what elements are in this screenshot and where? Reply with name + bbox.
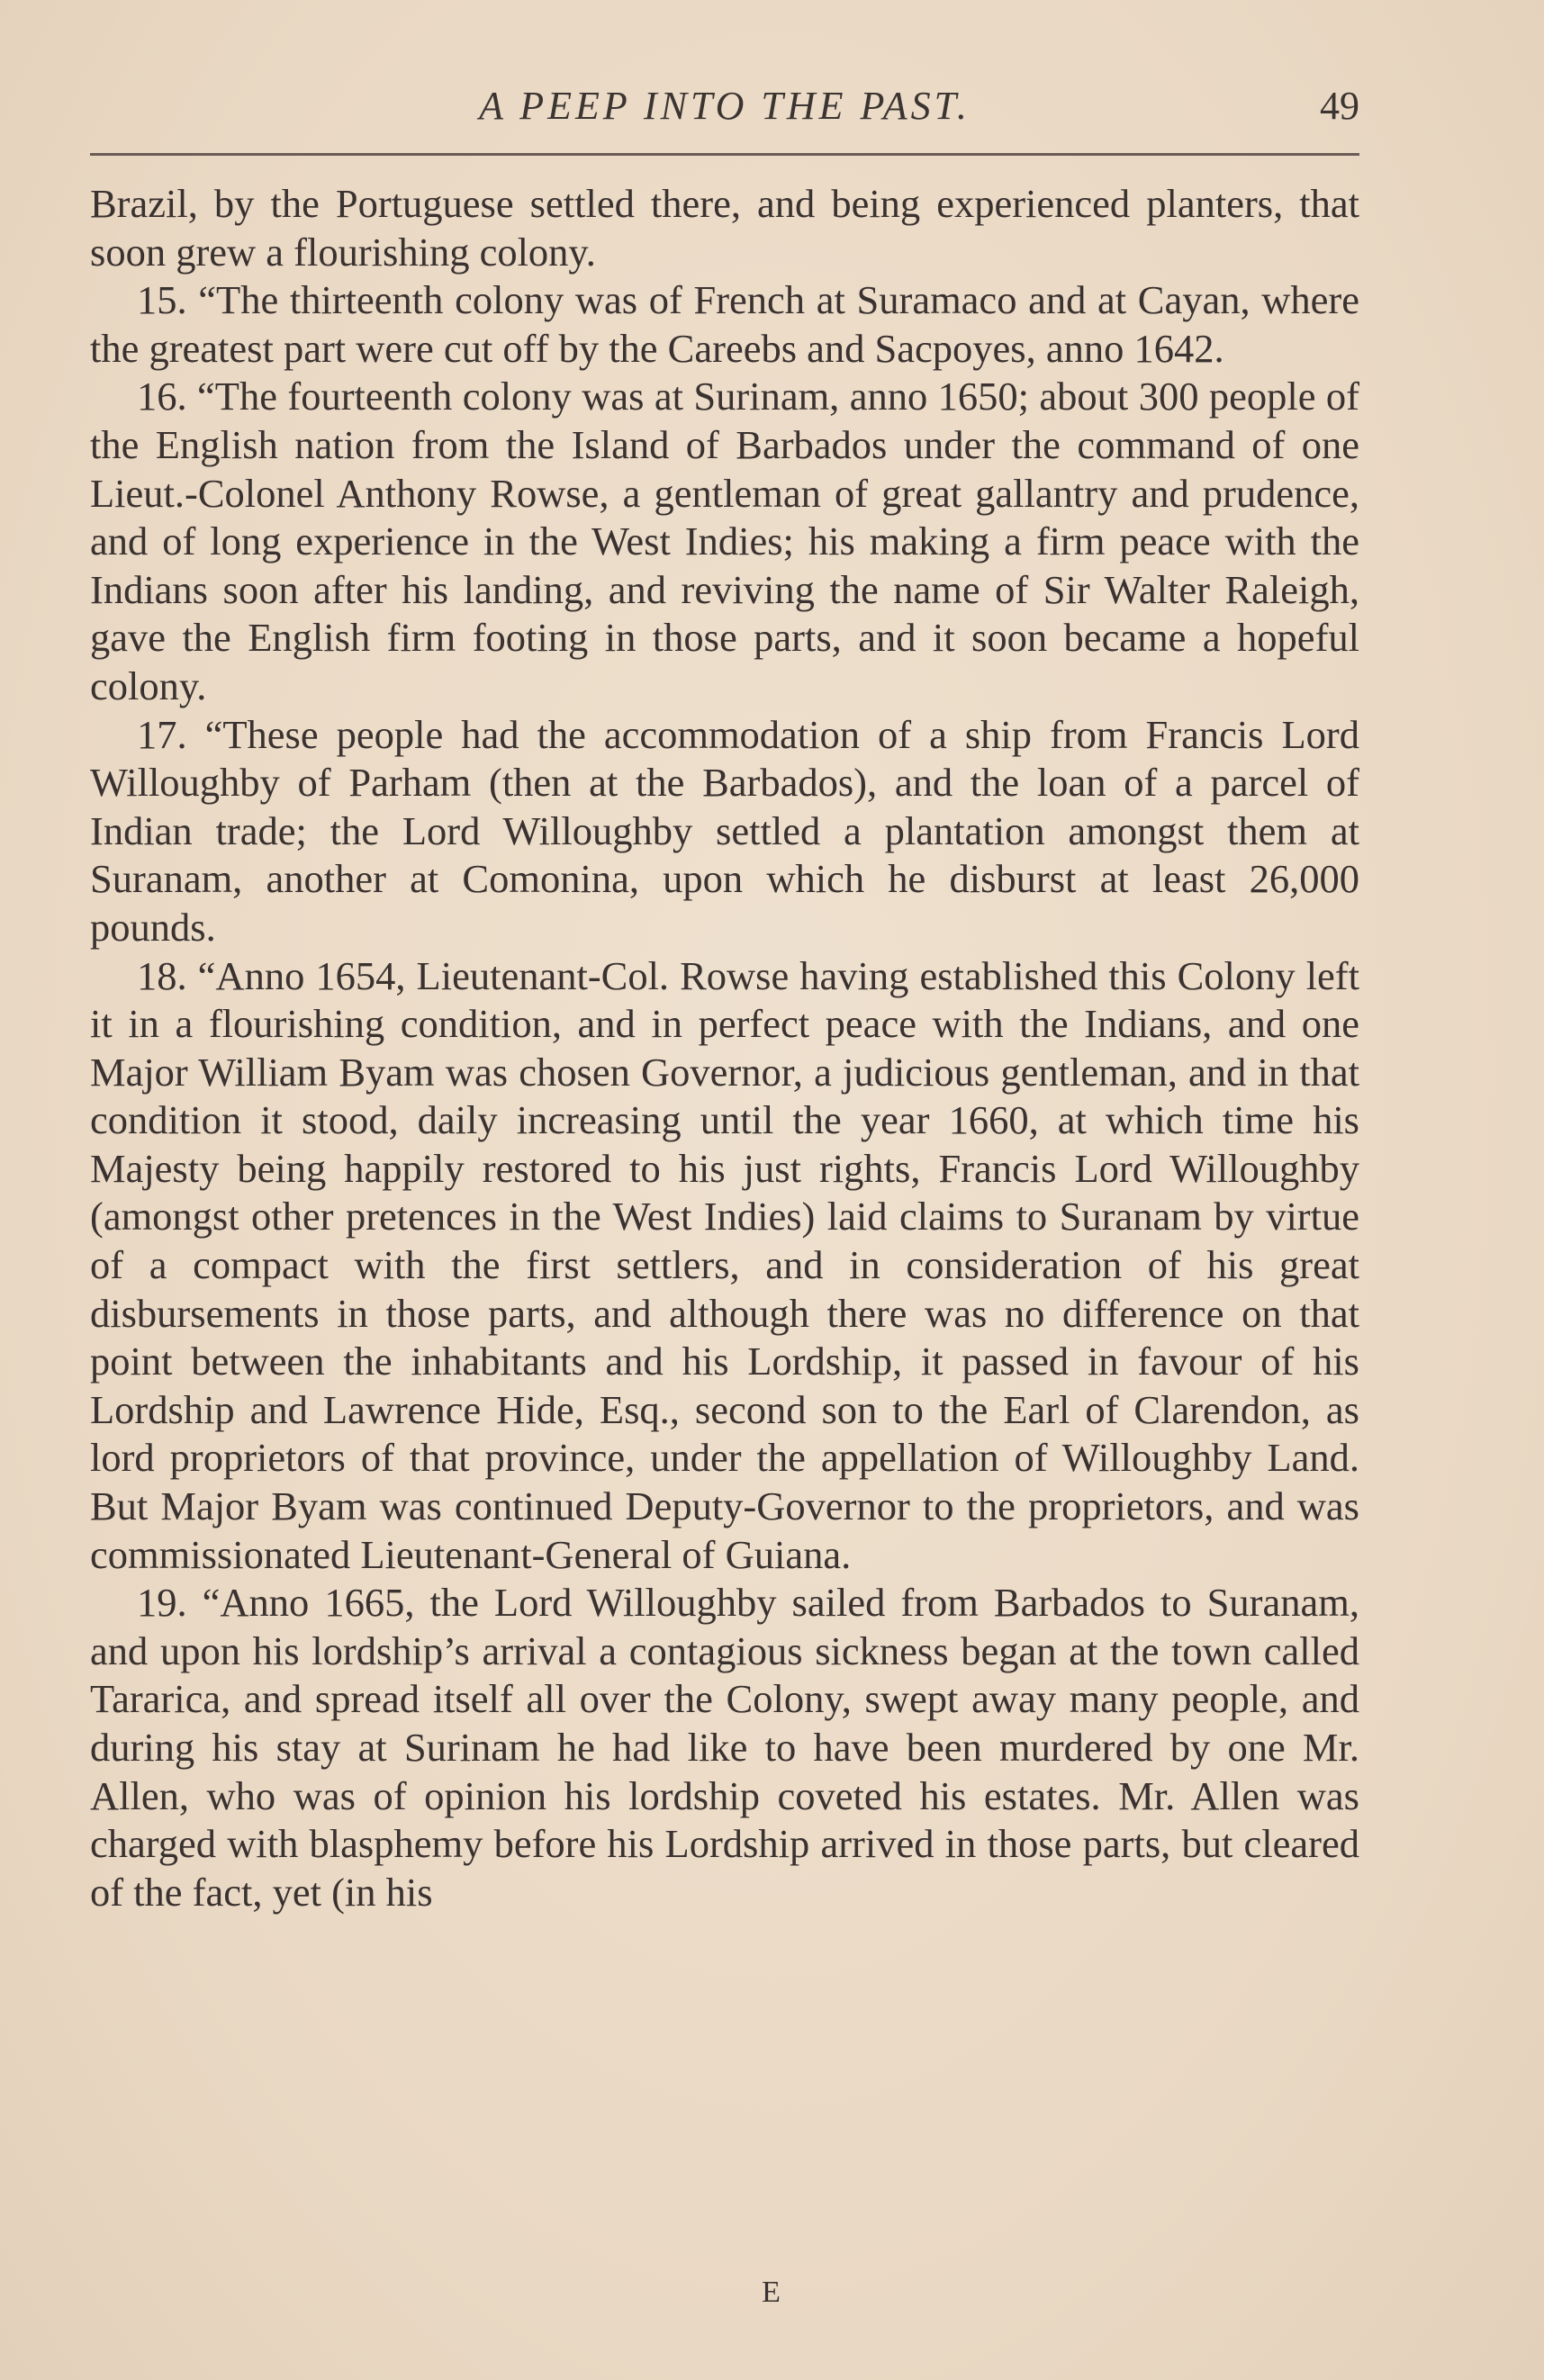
running-title: A PEEP INTO THE PAST. [479, 84, 971, 128]
paragraph-15: 15. “The thirteenth colony was of French at Suramaco and at Cayan, where the greatest part were cut off by the Careebs and Sacpoyes, anno 1642. [90, 277, 1359, 371]
paragraph-continuation: Brazil, by the Portuguese settled there, and being experienced planters, that soon grew a flourishing colony. [90, 181, 1359, 275]
running-head [90, 83, 1359, 137]
paragraph-18: 18. “Anno 1654, Lieutenant-Col. Rowse having established this Colony left it in a flourishing condition, and in perfect peace with the Indians, and one Major William Byam was chosen Governor, a judicious gentleman, and in that condition it stood, daily increasing until the year 1660, at which time his Majesty being happily restored to his just rights, Francis Lord Willoughby (amongst other pretences in the West Indies) laid claims to Suranam by virtue of a compact with the first settlers, and in consideration of his great disbursements in those parts, and although there was no difference on that point between the inhabitants and his Lordship, it passed in favour of his Lordship and Lawrence Hide, Esq., second son to the Earl of Clarendon, as lord proprietors of that province, under the appellation of Willoughby Land. But Major Byam was continued Deputy-Governor to the proprietors, and was commissionated Lieutenant-General of Guiana. [90, 952, 1359, 1577]
paragraph-17: 17. “These people had the accommodation of a ship from Francis Lord Willoughby of Parham (then at the Barbados), and the loan of a parcel of Indian trade; the Lord Willoughby settled a plantation amongst them at Suranam, another at Comonina, upon which he disburst at least 26,000 pounds. [90, 711, 1359, 950]
signature-mark: E [762, 2276, 782, 2309]
paragraph-16: 16. “The fourteenth colony was at Surinam, anno 1650; about 300 people of the English nation from the Island of Barbados under the command of one Lieut.-Colonel Anthony Rowse, a gentleman of great gallantry and prudence, and of long experience in the West Indies; his making a firm peace with the Indians soon after his landing, and reviving the name of Sir Walter Raleigh, gave the English firm footing in those parts, and it soon became a hopeful colony. [90, 374, 1359, 708]
header-rule [90, 153, 1359, 156]
body-text [90, 180, 1359, 1916]
page-number: 49 [1320, 84, 1359, 128]
paragraph-19: 19. “Anno 1665, the Lord Willoughby sailed from Barbados to Suranam, and upon his lordship’s arrival a contagious sickness began at the town called Tararica, and spread itself all over the Colony, swept away many people, and during his stay at Surinam he had like to have been murdered by one Mr. Allen, who was of opinion his lordship coveted his estates. Mr. Allen was charged with blasphemy before his Lordship arrived in those parts, but cleared of the fact, yet (in his [90, 1580, 1359, 1915]
